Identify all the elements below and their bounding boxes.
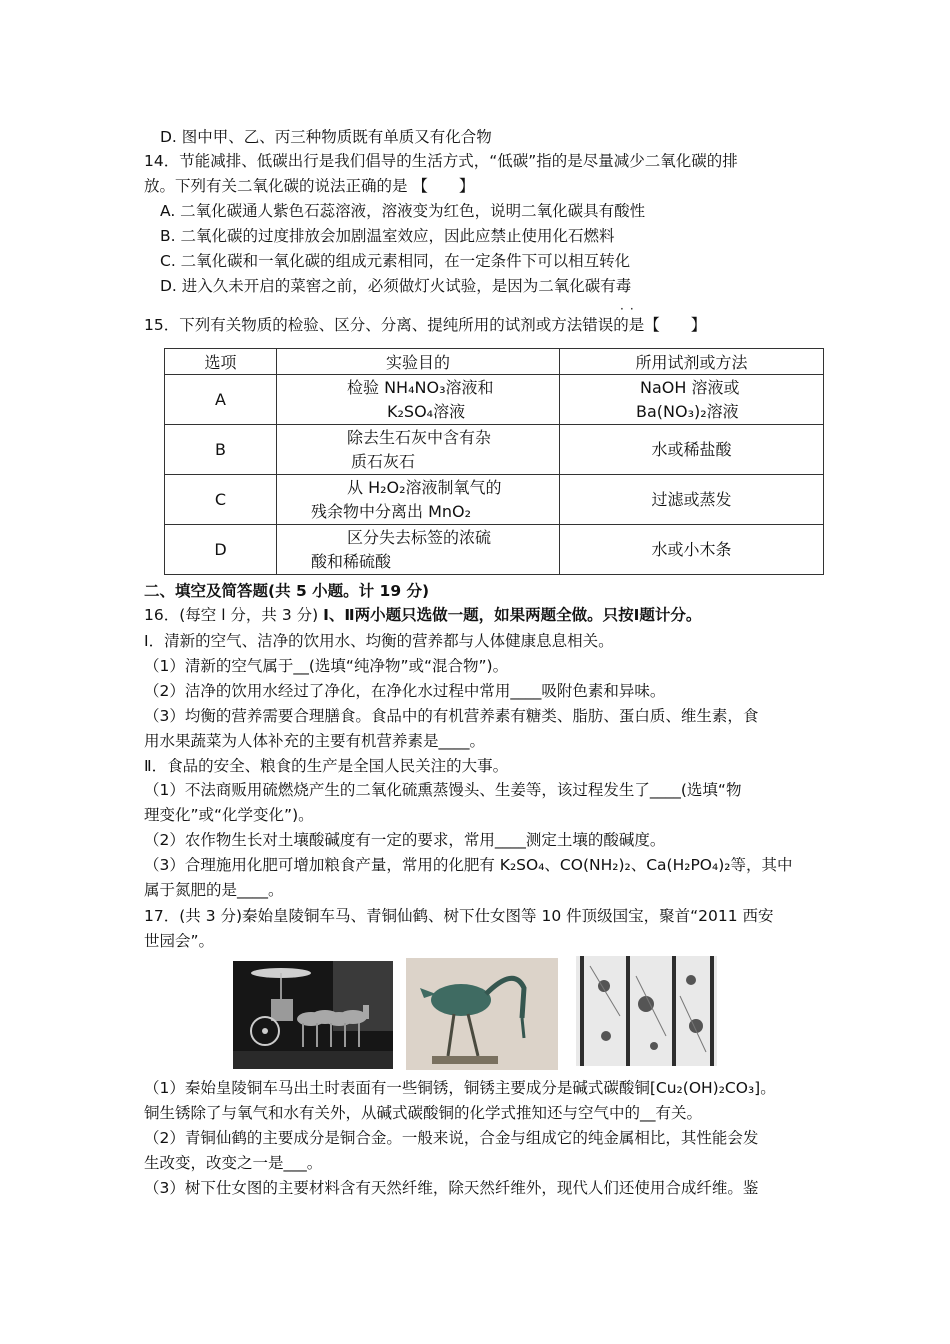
q14-stem-line2: 放。下列有关二氧化碳的说法正确的是 【 】 xyxy=(144,177,475,195)
painting-photo xyxy=(576,956,717,1066)
q16-II-2: （2）农作物生长对土壤酸碱度有一定的要求，常用____测定土壤的酸碱度。 xyxy=(144,831,666,849)
table-row xyxy=(165,475,824,525)
header-purpose: 实验目的 xyxy=(277,349,560,375)
q14-stem-line1: 14．节能减排、低碳出行是我们倡导的生活方式，“低碳”指的是尽量减少二氧化碳的排 xyxy=(144,152,738,170)
header-method: 所用试剂或方法 xyxy=(560,349,824,375)
q16-I-intro: Ⅰ．清新的空气、洁净的饮用水、均衡的营养都与人体健康息息相关。 xyxy=(144,632,614,650)
q17-p2b: 生改变，改变之一是___。 xyxy=(144,1154,323,1172)
row-purpose-line1: 从 H₂O₂溶液制氧气的 xyxy=(347,477,502,497)
row-option: A xyxy=(165,375,277,425)
q16-II-3a: （3）合理施用化肥可增加粮食产量，常用的化肥有 K₂SO₄、CO(NH₂)₂、Ca(H₂PO₄)₂等，其中 xyxy=(144,856,793,874)
q17-p3a: （3）树下仕女图的主要材料含有天然纤维，除天然纤维外，现代人们还使用合成纤维。鉴 xyxy=(144,1179,759,1197)
q17-p1a: （1）秦始皇陵铜车马出土时表面有一些铜锈，铜锈主要成分是碱式碳酸铜[Cu₂(OH)₂CO₃]。 xyxy=(144,1079,776,1097)
row-option: D xyxy=(165,525,277,575)
row-purpose-line2: 酸和稀硫酸 xyxy=(311,551,392,571)
row-method-line2: Ba(NO₃)₂溶液 xyxy=(636,401,739,421)
row-method: 水或稀盐酸 xyxy=(560,425,824,475)
q16-head-b: Ⅰ、Ⅱ两小题只选做一题，如果两题全做。只按Ⅰ题计分。 xyxy=(323,606,702,624)
row-option: C xyxy=(165,475,277,525)
row-purpose-line1: 检验 NH₄NO₃溶液和 xyxy=(347,377,494,397)
row-purpose-line2: K₂SO₄溶液 xyxy=(387,401,466,421)
table-row xyxy=(165,425,824,475)
row-method: 过滤或蒸发 xyxy=(560,475,824,525)
row-purpose-line2: 质石灰石 xyxy=(351,451,416,471)
q16-head-a: 16．(每空 l 分，共 3 分) xyxy=(144,606,324,624)
q14-option-d: D. 进入久未开启的菜窖之前，必须做灯火试验，是因为二氧化碳有毒 xyxy=(160,277,632,295)
q13-option-d: D. 图中甲、乙、丙三种物质既有单质又有化合物 xyxy=(160,128,492,146)
table-row xyxy=(165,525,824,575)
table-row xyxy=(165,375,824,425)
q16-I-1: （1）清新的空气属于__(选填“纯净物”或“混合物”)。 xyxy=(144,657,509,675)
table-header-row xyxy=(165,349,824,375)
bronze-chariot-photo xyxy=(233,961,393,1069)
section2-title: 二、填空及简答题(共 5 小题。计 19 分) xyxy=(144,582,430,600)
row-purpose-line2: 残余物中分离出 MnO₂ xyxy=(311,501,472,521)
q17-p2a: （2）青铜仙鹤的主要成分是铜合金。一般来说，合金与组成它的纯金属相比，其性能会发 xyxy=(144,1129,759,1147)
q15-stem: 15．下列有关物质的检验、区分、分离、提纯所用的试剂或方法错误的是【 】 xyxy=(144,316,707,334)
q14-option-a: A. 二氧化碳通人紫色石蕊溶液，溶液变为红色，说明二氧化碳具有酸性 xyxy=(160,202,646,220)
row-method-line1: NaOH 溶液或 xyxy=(640,377,740,397)
q15-table xyxy=(164,348,824,575)
q16-II-1a: （1）不法商贩用硫燃烧产生的二氧化硫熏蒸馒头、生姜等，该过程发生了____(选填“物 xyxy=(144,781,742,799)
q14-option-c: C. 二氧化碳和一氧化碳的组成元素相同，在一定条件下可以相互转化 xyxy=(160,252,631,270)
q16-II-3b: 属于氮肥的是____。 xyxy=(144,881,284,899)
q17-stem-line1: 17．(共 3 分)秦始皇陵铜车马、青铜仙鹤、树下仕女图等 10 件顶级国宝，聚首“2011 西安 xyxy=(144,907,774,925)
header-option: 选项 xyxy=(165,349,277,375)
q16-I-3b: 用水果蔬菜为人体补充的主要有机营养素是____。 xyxy=(144,732,486,750)
q16-I-2: （2）洁净的饮用水经过了净化，在净化水过程中常用____吸附色素和异味。 xyxy=(144,682,666,700)
bronze-crane-photo xyxy=(406,958,558,1070)
row-method: 水或小木条 xyxy=(560,525,824,575)
q16-I-3a: （3）均衡的营养需要合理膳食。食品中的有机营养素有糖类、脂肪、蛋白质、维生素，食 xyxy=(144,707,759,725)
q16-II-intro: Ⅱ．食品的安全、粮食的生产是全国人民关注的大事。 xyxy=(144,757,509,775)
q16-head xyxy=(144,603,701,627)
q17-stem-line2: 世园会”。 xyxy=(144,932,215,950)
emphasis-dots: ·· xyxy=(620,302,640,316)
row-purpose-line1: 除去生石灰中含有杂 xyxy=(347,427,492,447)
q14-option-b: B. 二氧化碳的过度排放会加剧温室效应，因此应禁止使用化石燃料 xyxy=(160,227,615,245)
row-purpose-line1: 区分失去标签的浓硫 xyxy=(347,527,492,547)
q17-p1b: 铜生锈除了与氧气和水有关外，从碱式碳酸铜的化学式推知还与空气中的__有关。 xyxy=(144,1104,703,1122)
q16-II-1b: 理变化”或“化学变化”)。 xyxy=(144,806,314,824)
row-option: B xyxy=(165,425,277,475)
